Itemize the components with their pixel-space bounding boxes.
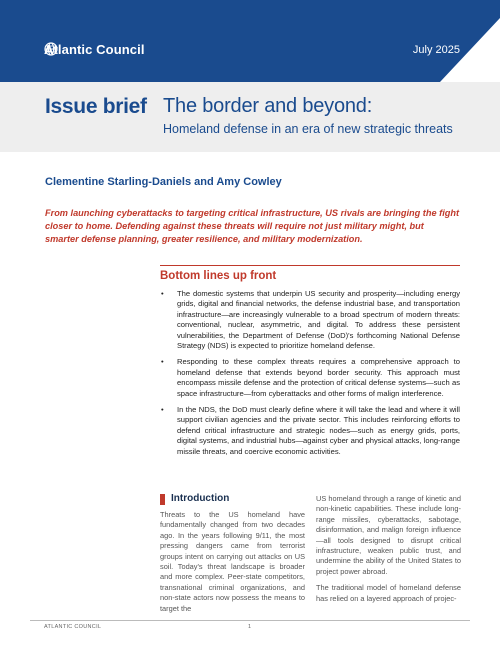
authors-line: Clementine Starling-Daniels and Amy Cowley [45,176,282,188]
bottom-lines-heading: Bottom lines up front [160,270,277,282]
doc-type-label: Issue brief [45,95,147,118]
list-item [160,289,460,351]
page-number: 1 [248,624,252,630]
intro-column-left: Threats to the US homeland have fundamentally changed from two decades ago. In the years following 9/11, the most pressing dangers came from terrorist groups intent on carrying out attacks on US soil. Today's threat landscape is broader and more complex. Peer-state competitors, transnational criminal organizations, and non-state actors now possess the means to target the [160,510,305,613]
bullet-icon: • [161,289,164,298]
bullet-icon: • [161,405,164,415]
banner-background [0,0,500,82]
section-marker [160,494,165,505]
bottom-lines-list [160,289,460,463]
bullet-icon: • [161,357,164,367]
intro-column-right [316,494,461,610]
bullet-text: Responding to these complex threats requires a comprehensive approach to homeland defense that extends beyond border security. This approach must encompass missile defense and the protection of critical defense systems—such as space infrastructure—from cyberattacks and other forms of malign interference. [177,357,460,398]
atlantic-council-logo[interactable] [44,42,145,57]
publication-date: July 2025 [412,44,460,56]
lead-paragraph: From launching cyberattacks to targeting critical infrastructure, US rivals are bringing the fight closer to home. Defending against these threats will require not just military might, but smarter defense planning, greater resilience, and military modernization. [45,208,460,244]
bullet-text: In the NDS, the DoD must clearly define where it will take the lead and where it will support civilian agencies and the private sector. This includes reinforcing efforts to defend critical infrastructure and strategic nodes—such as energy grids, ports, digital systems, and industrial hubs—against cyber and physical attacks, long-range missile threats, and coercive economic activities. [177,405,460,456]
footer-org: ATLANTIC COUNCIL [44,624,102,630]
list-item [160,405,460,457]
list-item [160,357,460,399]
page-subtitle: Homeland defense in an era of new strategic threats [163,122,453,136]
org-name: Atlantic Council [44,42,145,57]
paragraph: US homeland through a range of kinetic and non-kinetic capabilities. These include long-range missiles, cyberattacks, sabotage, disinformation, and malign foreign influence—all tools designed to disrupt critical infrastructure, weaken public trust, and undermine the ability of the United States to project power abroad. [316,494,461,576]
paragraph: The traditional model of homeland defense has relied on a layered approach of projec- [316,583,461,603]
introduction-heading: Introduction [171,493,230,504]
footer-divider [30,620,470,621]
page-title: The border and beyond: [163,95,373,117]
bullet-text: The domestic systems that underpin US security and prosperity—including energy grids, digital and financial networks, the defense industrial base, and transportation infrastructure—are increasingly vulnerable to a broad spectrum of modern threats: conventional, nuclear, asymmetric, and digital. To address these persistent vulnerabilities, the Department of Defense (DoD)'s forthcoming National Defense Strategy (NDS) is expected to prioritize homeland defense. [177,289,460,351]
section-divider [160,265,460,266]
header-banner [0,0,500,82]
globe-icon [44,42,58,56]
